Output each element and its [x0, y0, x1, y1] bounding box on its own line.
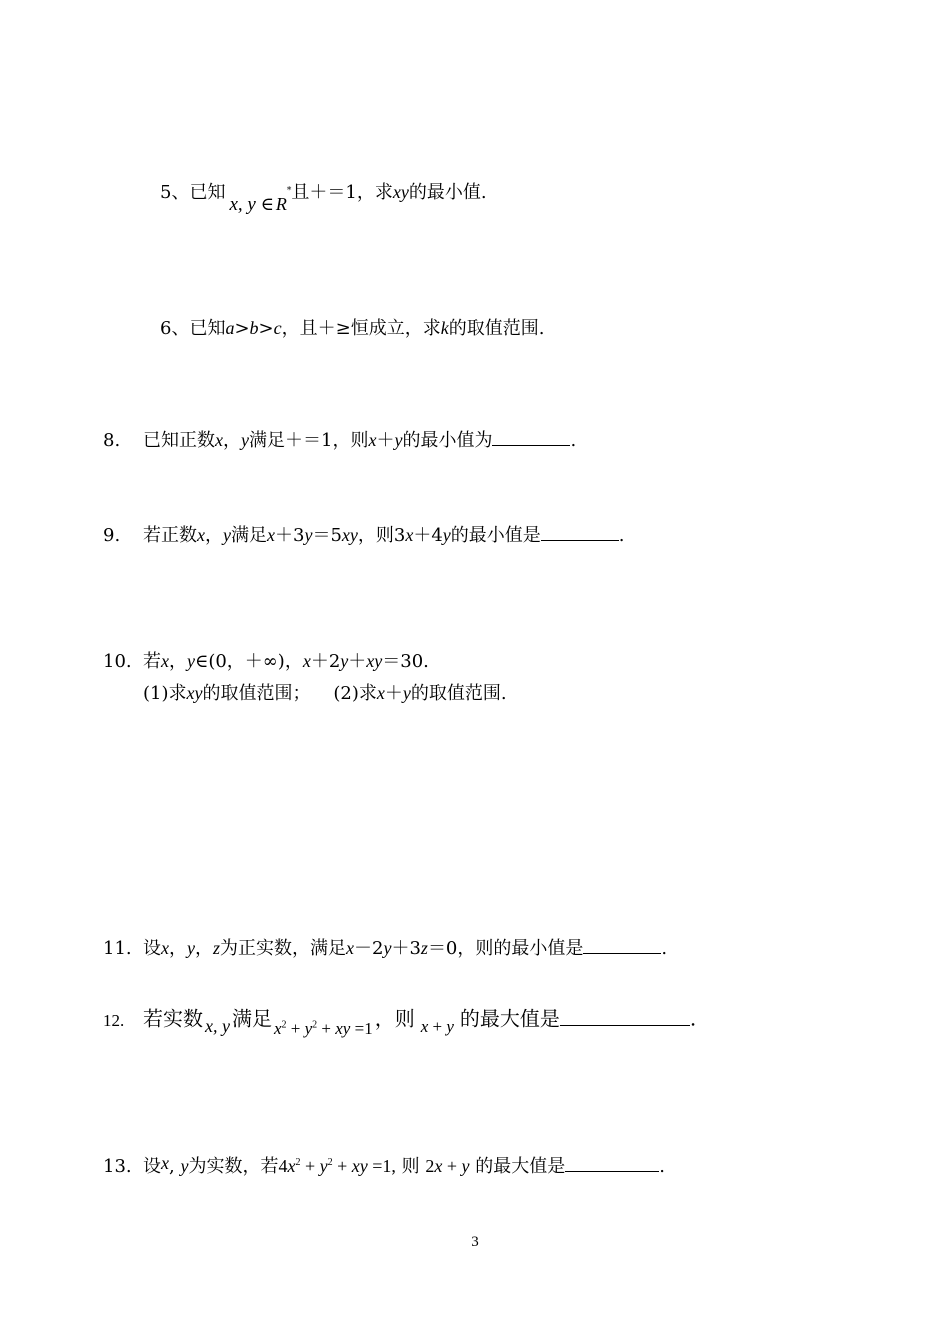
problem-number: 13.: [103, 1156, 132, 1177]
problem-number: 12.: [103, 1010, 125, 1030]
problem-10: 10. 若x，y∈(0，＋∞)，x＋2y＋xy＝30.: [103, 651, 429, 672]
problem-number: 11.: [103, 938, 132, 959]
problem-13: 13. 设x, y为实数，若$4x^2 + y^2$ + xy =1, 则 2x + y 的最大值是 .: [103, 1153, 665, 1177]
problem-5: 5、已知x, y ∈ R*且＋＝1，求xy的最小值.: [160, 182, 487, 215]
problem-9: 9. 若正数x，y满足x＋3y＝5xy，则3x＋4y的最小值是 .: [103, 522, 625, 548]
problem-12: 12. 若实数 x, y 满足 $_{x^2 + y^2 + xy =1}$ ，则 $_{x + y}$ 的最大值是 .: [103, 1006, 697, 1038]
problem-8: 8. 已知正数x，y满足＋＝1，则x＋y的最小值为 .: [103, 427, 576, 453]
problem-10-subparts: (1)求xy的取值范围； (2)求x＋y的取值范围.: [143, 683, 507, 704]
problem-6: 6、已知a>b>c，且＋≥恒成立，求k的取值范围.: [160, 318, 545, 339]
problem-number: 10.: [103, 651, 132, 672]
problem-number: 8.: [103, 430, 121, 451]
problem-11: 11. 设x，y，z为正实数，满足x－2y＋3z＝0，则的最小值是 .: [103, 935, 667, 961]
page-number: 3: [471, 1234, 479, 1250]
problem-number: 9.: [103, 525, 121, 546]
